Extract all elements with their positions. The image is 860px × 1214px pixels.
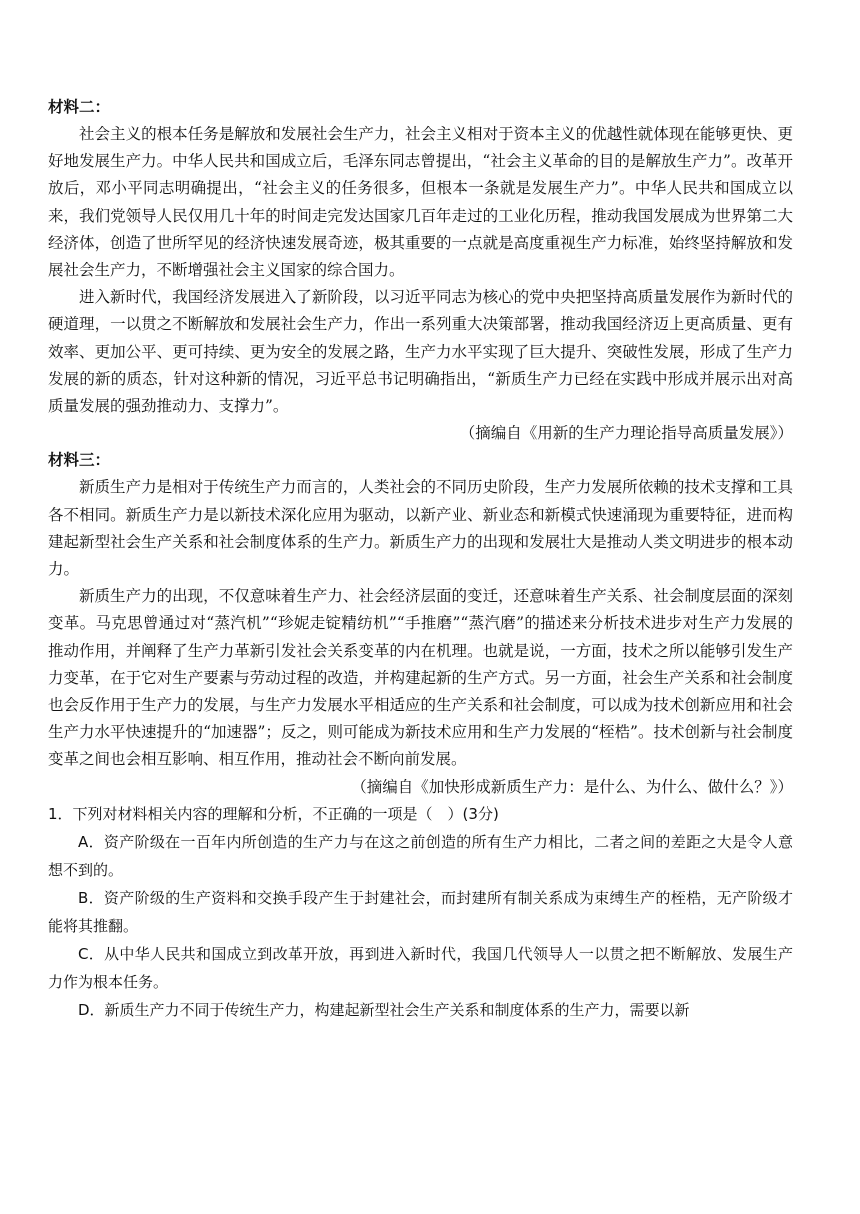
material-2-paragraph-2: 进入新时代，我国经济发展进入了新阶段，以习近平同志为核心的党中央把坚持高质量发展作为新时代的硬道理，一以贯之不断解放和发展社会生产力，作出一系列重大决策部署，推动我国经济迈上更高质量、更有效率、更加公平、更可持续、更为安全的发展之路，生产力水平实现了巨大提升、突破性发展，形成了生产力发展的新的质态，针对这种新的情况，习近平总书记明确指出，“新质生产力已经在实践中形成并展示出对高质量发展的强劲推动力、支撑力”。 [48,288,793,416]
question-1-stem: 1．下列对材料相关内容的理解和分析，不正确的一项是（ ）(3分) [48,804,499,823]
question-1-option-a: A．资产阶级在一百年内所创造的生产力与在这之前创造的所有生产力相比，二者之间的差距之大是令人意想不到的。 [48,833,793,880]
question-1-option-b: B．资产阶级的生产资料和交换手段产生于封建社会，而封建所有制关系成为束缚生产的桎梏，无产阶级才能将其推翻。 [48,889,793,936]
question-1-option-c: C．从中华人民共和国成立到改革开放，再到进入新时代，我国几代领导人一以贯之把不断解放、发展生产力作为根本任务。 [48,945,793,992]
exam-page [48,94,793,1024]
material-2-heading: 材料二： [48,98,111,116]
material-2-source: （摘编自《用新的生产力理论指导高质量发展》） [459,424,793,443]
material-3-source: （摘编自《加快形成新质生产力：是什么、为什么、做什么？》） [351,777,793,796]
material-3-paragraph-1: 新质生产力是相对于传统生产力而言的，人类社会的不同历史阶段，生产力发展所依赖的技术支撑和工具各不相同。新质生产力是以新技术深化应用为驱动，以新产业、新业态和新模式快速涌现为重要特征，进而构建起新型社会生产关系和社会制度体系的生产力。新质生产力的出现和发展壮大是推动人类文明进步的根本动力。 [48,478,793,579]
material-3-heading: 材料三： [48,451,111,470]
material-3-paragraph-2: 新质生产力的出现，不仅意味着生产力、社会经济层面的变迁，还意味着生产关系、社会制度层面的深刻变革。马克思曾通过对“蒸汽机”“珍妮走锭精纺机”“手推磨”“蒸汽磨”的描述来分析技术进步对生产力发展的推动作用，并阐释了生产力革新引发社会关系变革的内在机理。也就是说，一方面，技术之所以能够引发生产力变革，在于它对生产要素与劳动过程的改造，并构建起新的生产方式。另一方面，社会生产关系和社会制度也会反作用于生产力的发展，与生产力发展水平相适应的生产关系和社会制度，可以成为技术创新应用和社会生产力水平快速提升的“加速器”；反之，则可能成为新技术应用和生产力发展的“桎梏”。技术创新与社会制度变革之间也会相互影响、相互作用，推动社会不断向前发展。 [48,587,793,769]
question-1-option-d: D．新质生产力不同于传统生产力，构建起新型社会生产关系和制度体系的生产力，需要以新 [78,1001,690,1020]
material-2-paragraph-1: 社会主义的根本任务是解放和发展社会生产力，社会主义相对于资本主义的优越性就体现在能够更快、更好地发展生产力。中华人民共和国成立后，毛泽东同志曾提出，“社会主义革命的目的是解放生产力”。改革开放后，邓小平同志明确提出，“社会主义的任务很多，但根本一条就是发展生产力”。中华人民共和国成立以来，我们党领导人民仅用几十年的时间走完发达国家几百年走过的工业化历程，推动我国发展成为世界第二大经济体，创造了世所罕见的经济快速发展奇迹，极其重要的一点就是高度重视生产力标准，始终坚持解放和发展社会生产力，不断增强社会主义国家的综合国力。 [48,125,793,280]
